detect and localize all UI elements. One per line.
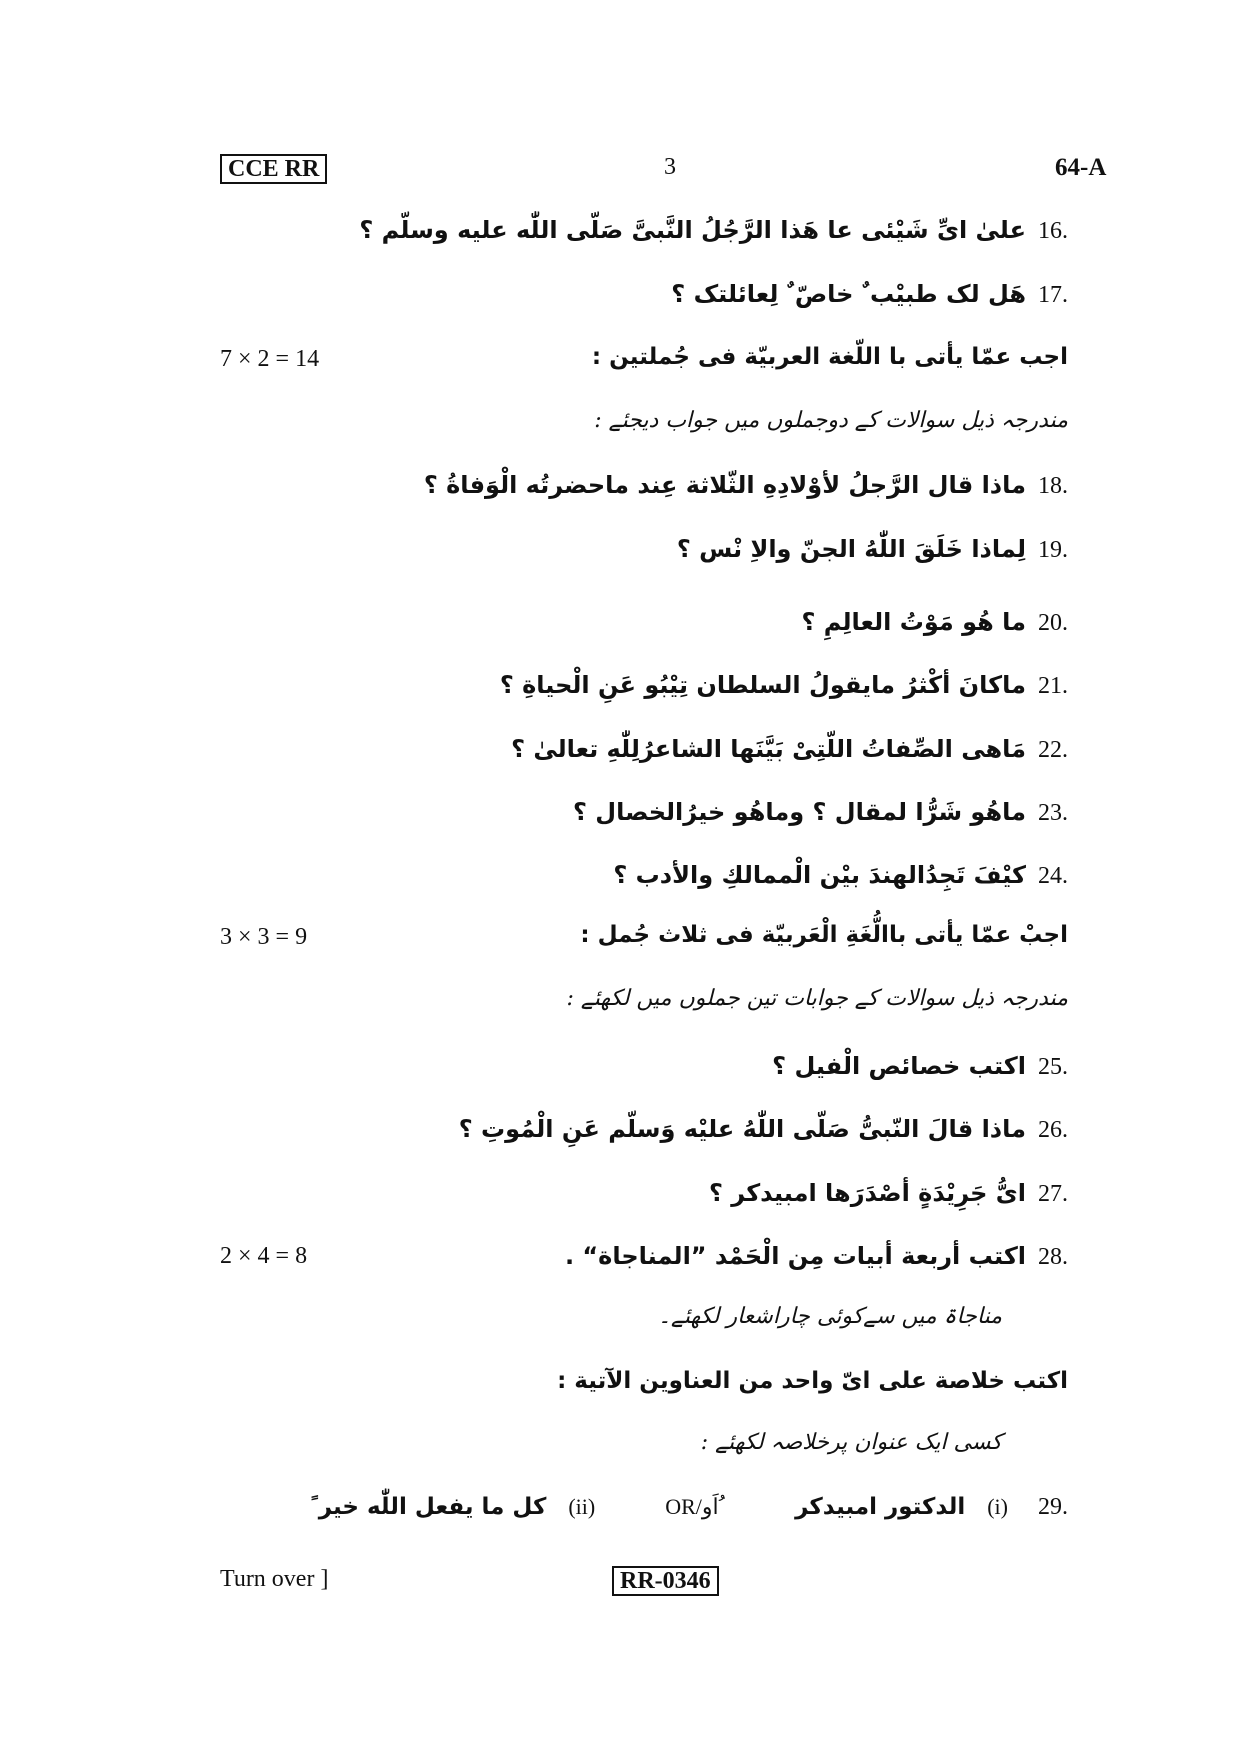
question-number: 16. — [1038, 218, 1068, 244]
option-2-text: كل ما يفعل اللّٰه خير ً — [310, 1494, 547, 1520]
question-22 — [511, 735, 1068, 764]
question-number: 20. — [1038, 610, 1068, 636]
question-19 — [677, 535, 1068, 564]
turn-over-note: Turn over ] — [220, 1566, 329, 1592]
question-number: 21. — [1038, 673, 1068, 699]
question-text: علىٰ اىِّ شَيْئى عا هَذا الرَّجُلُ النَّبىَّ صَلّى اللّٰه عليه وسلّم ؟ — [359, 216, 1026, 244]
question-text: ماكانَ أكْثرُ مايقولُ السلطان تِيْبُو عَنِ الْحياةِ ؟ — [499, 671, 1026, 699]
option-2-label: (ii) — [568, 1494, 596, 1519]
section-3-instruction-urdu: کسی ایک عنوان پرخلاصہ لکھئے : — [700, 1430, 1002, 1455]
question-number: 18. — [1038, 473, 1068, 499]
question-text: هَل لک طبيْب ٌ خاصّ ٌ لِعائلتک ؟ — [671, 280, 1026, 308]
section-1-instruction-urdu: مندرجہ ذیل سوالات کے دوجملوں میں جواب دیجئے : — [594, 408, 1068, 433]
question-28-marks: 2 × 4 = 8 — [220, 1243, 308, 1269]
page-number: 3 — [664, 154, 676, 180]
section-1-instruction-arabic: اجب عمّا يأتى با اللّغة العربيّة فى جُملتين : — [591, 344, 1068, 370]
question-number: 24. — [1038, 863, 1068, 889]
question-20 — [801, 608, 1068, 637]
question-21 — [500, 671, 1068, 700]
section-2-instruction-urdu: مندرجہ ذیل سوالات کے جوابات تین جملوں میں لکھئے : — [566, 986, 1068, 1011]
question-number: 27. — [1038, 1181, 1068, 1207]
section-2-marks: 3 × 3 = 9 — [220, 924, 308, 950]
question-18 — [424, 471, 1068, 500]
question-29 — [311, 1494, 1068, 1521]
question-27 — [709, 1179, 1068, 1208]
question-26 — [459, 1115, 1068, 1144]
question-number: 19. — [1038, 537, 1068, 563]
question-28 — [565, 1242, 1068, 1271]
question-number: 28. — [1038, 1244, 1068, 1270]
question-text: ماذا قال الرَّجلُ لأوْلادِهِ الثّلاثة عِند ماحضرتُه الْوَفاةُ ؟ — [423, 471, 1026, 499]
option-1-text: الدكتور امبيدكر — [795, 1494, 966, 1520]
question-text: اكتب خصائص الْفيل ؟ — [772, 1052, 1026, 1080]
question-number: 25. — [1038, 1054, 1068, 1080]
question-24 — [613, 861, 1068, 890]
question-28-instruction-urdu: مناجاۃ میں سےکوئی چاراشعار لکھئے۔ — [658, 1304, 1002, 1329]
question-text: اىُّ جَرِيْدَةٍ أصْدَرَها امبيدكر ؟ — [708, 1179, 1026, 1207]
header-code-box: CCE RR — [220, 154, 327, 184]
question-text: لِماذا خَلَقَ اللّٰهُ الجنّ والاِ نْس ؟ — [676, 535, 1026, 563]
question-text: ماذا قالَ النّبىُّ صَلّى اللّٰهُ عليْه وَسلّم عَنِ الْمُوتِ ؟ — [458, 1115, 1026, 1143]
question-number: 22. — [1038, 737, 1068, 763]
question-text: كيْفَ تَجِدُالهندَ بيْن الْممالكِ والأدب ؟ — [613, 861, 1026, 889]
section-1-marks: 7 × 2 = 14 — [220, 346, 320, 372]
question-number: 26. — [1038, 1117, 1068, 1143]
question-16 — [359, 216, 1068, 245]
or-separator: OR/اَو ُ — [665, 1494, 726, 1519]
question-text: اكتب أربعة أبيات مِن الْحَمْد ”المناجاة“ . — [564, 1242, 1026, 1270]
question-text: ما هُو مَوْتُ العالِمِ ؟ — [801, 608, 1026, 636]
question-number: 29. — [1038, 1494, 1068, 1520]
question-text: مَاهى الصِّفاتُ اللّتِىْ بَيَّنَها الشاعرُلِلّٰهِ تعالىٰ ؟ — [511, 735, 1026, 763]
paper-code: 64-A — [1055, 154, 1107, 181]
section-3-instruction-arabic: اكتب خلاصة على اىّ واحد من العناوين الآتية : — [557, 1368, 1068, 1394]
question-number: 23. — [1038, 800, 1068, 826]
question-text: ماهُو شَرُّا لمقال ؟ وماهُو خيرُالخصال ؟ — [572, 798, 1026, 826]
section-2-instruction-arabic: اجبْ عمّا يأتى باالُّغَةِ الْعَربيّة فى ثلاث جُمل : — [580, 922, 1068, 948]
option-1-label: (i) — [987, 1494, 1008, 1519]
question-25 — [772, 1052, 1068, 1081]
question-17 — [671, 280, 1068, 309]
question-23 — [573, 798, 1068, 827]
footer-code-box: RR-0346 — [612, 1566, 719, 1596]
question-number: 17. — [1038, 282, 1068, 308]
